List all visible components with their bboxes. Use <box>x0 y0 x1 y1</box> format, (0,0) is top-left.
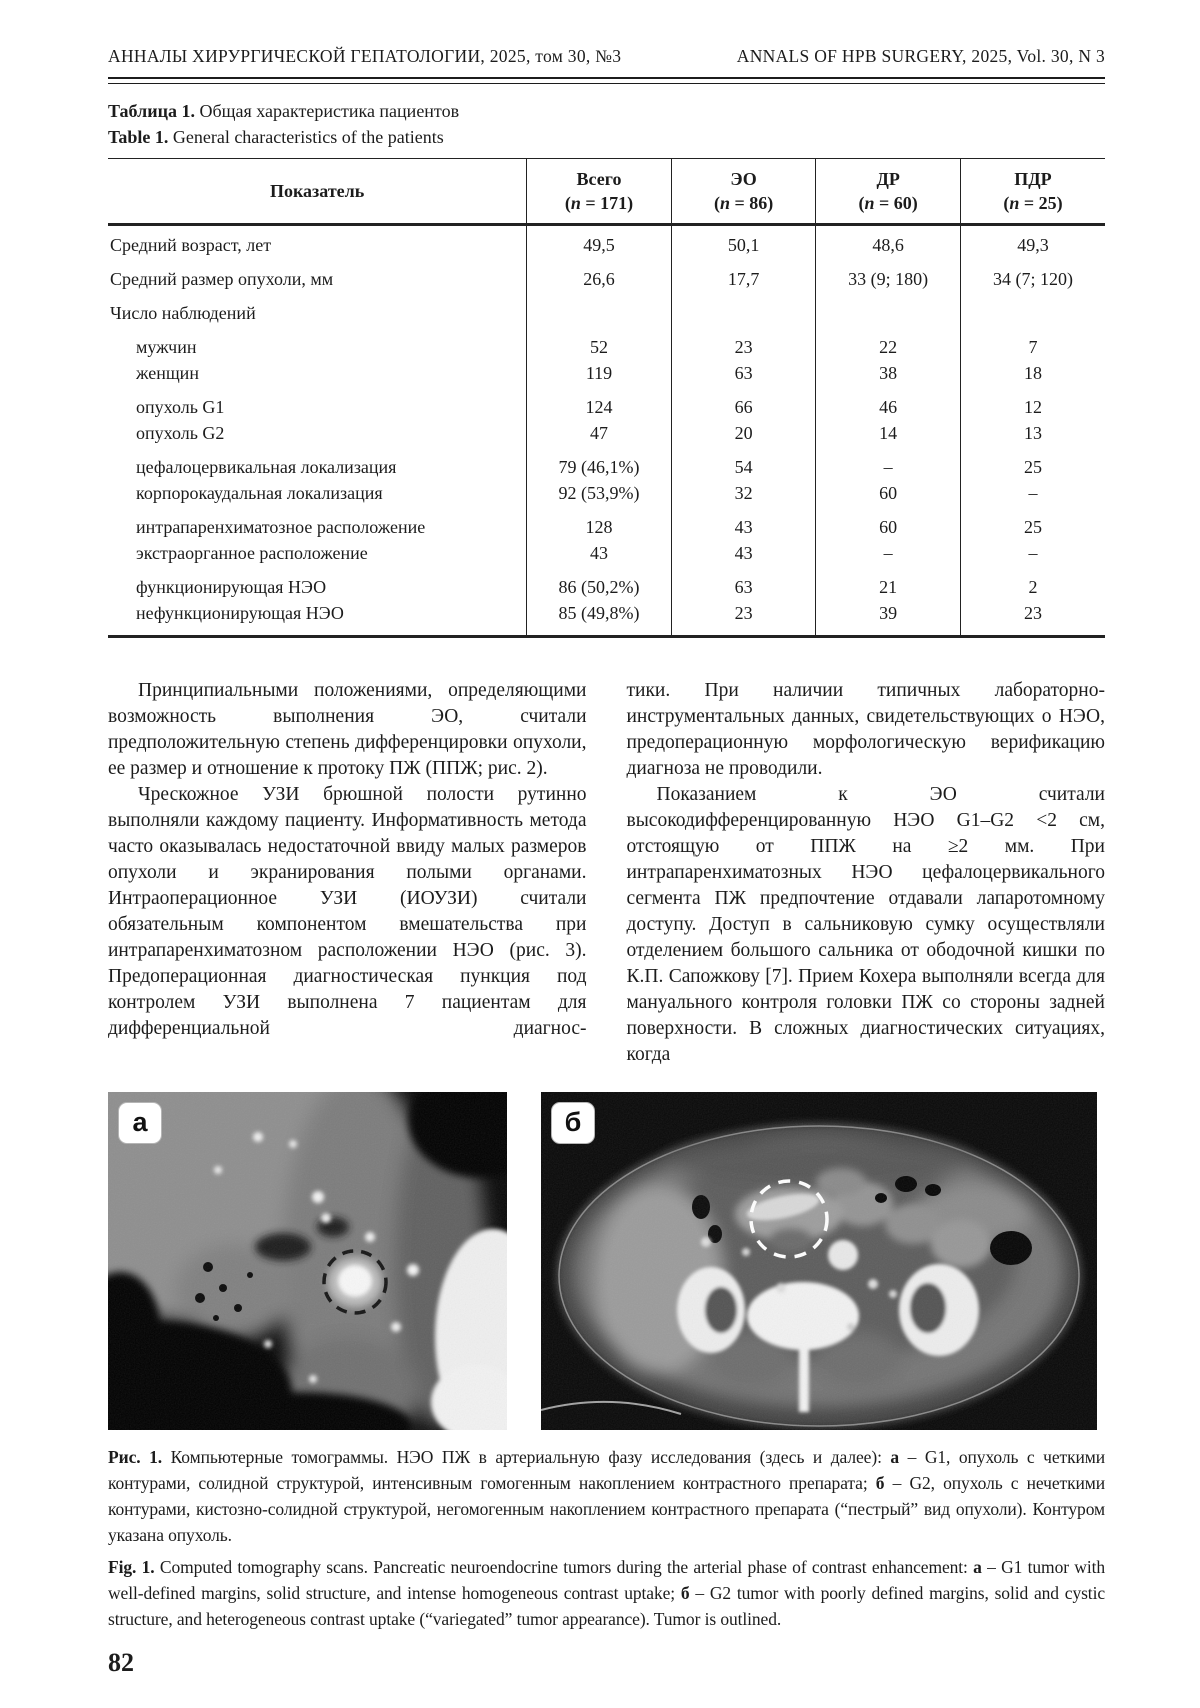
table-cell: 50,1 <box>671 224 816 258</box>
table-cell: 25 <box>960 506 1105 540</box>
table-row <box>108 540 1105 566</box>
figure-label-a: а <box>118 1102 162 1144</box>
header-rule <box>108 77 1105 84</box>
figure-1 <box>108 1092 1105 1430</box>
row-label: корпорокаудальная локализация <box>136 482 383 503</box>
row-label: Средний размер опухоли, мм <box>110 268 334 289</box>
row-label: функционирующая НЭО <box>136 576 327 597</box>
table-cell: 39 <box>816 600 961 637</box>
table-cell: 86 (50,2%) <box>527 566 672 600</box>
row-label: интрапаренхиматозное расположение <box>136 516 426 537</box>
row-label: опухоль G2 <box>136 422 225 443</box>
figure-label-b: б <box>551 1102 595 1144</box>
column-header: ЭО (n = 86) <box>671 158 816 224</box>
row-label: опухоль G1 <box>136 396 225 417</box>
table-cell: 46 <box>816 386 961 420</box>
column-header-pokazatel <box>108 158 527 224</box>
table-cell: 49,5 <box>527 224 672 258</box>
table-cell: 13 <box>960 420 1105 446</box>
paragraph: Принципиальными положениями, определяющими возможность выполнения ЭО, считали предположительную степень дифференцировки опухоли, ее размер и отношение к протоку ПЖ (ППЖ; рис. 2). <box>108 679 587 779</box>
table-cell: 47 <box>527 420 672 446</box>
table-cell: 54 <box>671 446 816 480</box>
table-row <box>108 566 1105 600</box>
table-cell: 12 <box>960 386 1105 420</box>
figure-caption-en: Fig. 1. Computed tomography scans. Pancreatic neuroendocrine tumors during the arterial phase of contrast enhancement: a – G1 tumor with well-defined margins, solid structure, and intense homogeneous contrast uptake; б – G2 tumor with poorly defined margins, solid and cystic structure, and heterogeneous contrast uptake (“variegated” tumor appearance). Tumor is outlined. <box>108 1556 1105 1629</box>
table-cell: 25 <box>960 446 1105 480</box>
table-cell: – <box>816 540 961 566</box>
table-row <box>108 386 1105 420</box>
table-cell: 63 <box>671 566 816 600</box>
table-cell: 128 <box>527 506 672 540</box>
table-row <box>108 446 1105 480</box>
table-cell: 22 <box>816 326 961 360</box>
table-cell: – <box>960 540 1105 566</box>
table-cell <box>527 292 672 326</box>
table-cell: 85 (49,8%) <box>527 600 672 637</box>
table-cell <box>671 292 816 326</box>
row-label: Средний возраст, лет <box>110 234 272 255</box>
table-cell: – <box>960 480 1105 506</box>
paragraph: Чрескожное УЗИ брюшной полости рутинно выполняли каждому пациенту. Информативность метода часто оказывалась недостаточной ввиду малых размеров опухоли и экранирования полыми органами. Интраоперационное УЗИ (ИОУЗИ) считали обязательным компонентом вмешательства при интрапаренхиматозном расположении НЭО (рис. 3). Предоперационная диагностическая пункция под контролем УЗИ выполнена 7 пациентам для дифференциальной диагнос- <box>108 783 587 1039</box>
table-cell: 34 (7; 120) <box>960 258 1105 292</box>
table-row <box>108 224 1105 258</box>
row-label: цефалоцервикальная локализация <box>136 456 397 477</box>
paragraph: Показанием к ЭО считали высокодифференцированную НЭО G1–G2 <2 см, отстоящую от ППЖ на ≥2 мм. При интрапаренхиматозных НЭО цефалоцервикального сегмента ПЖ предпочтение отдавали лапаротомному доступу. Доступ в сальниковую сумку осуществляли отделением большого сальника от ободочной кишки по К.П. Сапожкову [7]. Прием Кохера выполняли всегда для мануального контроля головки ПЖ со стороны задней поверхности. В сложных диагностических ситуациях, когда <box>626 783 1105 1065</box>
table-cell <box>960 292 1105 326</box>
table-cell: 33 (9; 180) <box>816 258 961 292</box>
table-row <box>108 480 1105 506</box>
row-label: Число наблюдений <box>110 302 256 323</box>
table-cell: 63 <box>671 360 816 386</box>
table-cell: 18 <box>960 360 1105 386</box>
column-header-label: Показатель <box>269 180 365 201</box>
table-cell: 23 <box>960 600 1105 637</box>
table-cell: 43 <box>527 540 672 566</box>
ct-scan-b <box>541 1092 1097 1430</box>
table-header-row <box>108 158 1105 224</box>
table-cell: 60 <box>816 506 961 540</box>
table-body <box>108 224 1105 636</box>
table-row <box>108 420 1105 446</box>
table-row <box>108 292 1105 326</box>
table-cell: 17,7 <box>671 258 816 292</box>
article-body <box>108 678 1105 1068</box>
ct-image-b <box>541 1092 1097 1430</box>
table-cell: 124 <box>527 386 672 420</box>
row-label: женщин <box>136 362 199 383</box>
column-header: ДР (n = 60) <box>816 158 961 224</box>
table-row <box>108 360 1105 386</box>
column-header: Всего (n = 171) <box>527 158 672 224</box>
table-caption-en: Table 1. General characteristics of the patients <box>108 126 444 147</box>
table-cell: 119 <box>527 360 672 386</box>
table-cell: 21 <box>816 566 961 600</box>
table-caption-ru: Таблица 1. Общая характеристика пациентов <box>108 100 460 121</box>
table-cell: 79 (46,1%) <box>527 446 672 480</box>
journal-title-ru: АННАЛЫ ХИРУРГИЧЕСКОЙ ГЕПАТОЛОГИИ, 2025, том 30, №3 <box>108 46 622 66</box>
table-cell: 43 <box>671 506 816 540</box>
table-cell: 38 <box>816 360 961 386</box>
figure-caption-ru: Рис. 1. Компьютерные томограммы. НЭО ПЖ в артериальную фазу исследования (здесь и далее): а – G1, опухоль с четкими контурами, солидной структурой, интенсивным гомогенным накоплением контрастного препарата; б – G2, опухоль с нечеткими контурами, кистозно-солидной структурой, негомогенным накоплением контрастного препарата (“пестрый” вид опухоли). Контуром указана опухоль. <box>108 1446 1105 1545</box>
table-cell: 23 <box>671 326 816 360</box>
table-cell: 14 <box>816 420 961 446</box>
table-cell: 52 <box>527 326 672 360</box>
column-header: ПДР (n = 25) <box>960 158 1105 224</box>
table-cell: 49,3 <box>960 224 1105 258</box>
table-cell: 92 (53,9%) <box>527 480 672 506</box>
patient-characteristics-table <box>108 158 1105 638</box>
table-row <box>108 258 1105 292</box>
table-cell: – <box>816 446 961 480</box>
ct-image-a <box>108 1092 507 1430</box>
table-cell: 7 <box>960 326 1105 360</box>
row-label: нефункционирующая НЭО <box>136 602 344 623</box>
table-cell: 23 <box>671 600 816 637</box>
table-row <box>108 326 1105 360</box>
table-cell: 43 <box>671 540 816 566</box>
table-row <box>108 506 1105 540</box>
table-row <box>108 600 1105 637</box>
row-label: мужчин <box>136 336 197 357</box>
table-cell: 26,6 <box>527 258 672 292</box>
table-cell: 2 <box>960 566 1105 600</box>
table-cell <box>816 292 961 326</box>
table-cell: 32 <box>671 480 816 506</box>
running-head <box>108 46 1105 67</box>
page-number: 82 <box>108 1647 134 1677</box>
ct-scan-a <box>108 1092 507 1430</box>
row-label: экстраорганное расположение <box>136 542 368 563</box>
table-cell: 20 <box>671 420 816 446</box>
table-cell: 66 <box>671 386 816 420</box>
journal-title-en: ANNALS OF HPB SURGERY, 2025, Vol. 30, N 3 <box>736 46 1105 66</box>
text-column-left <box>108 678 587 1068</box>
table-cell: 60 <box>816 480 961 506</box>
table-head <box>108 158 1105 224</box>
text-column-right <box>627 678 1106 1068</box>
paragraph: тики. При наличии типичных лабораторно-инструментальных данных, свидетельствующих о НЭО, предоперационную морфологическую верификацию диагноза не проводили. <box>626 679 1105 779</box>
table-captions <box>108 98 1105 150</box>
table-cell: 48,6 <box>816 224 961 258</box>
